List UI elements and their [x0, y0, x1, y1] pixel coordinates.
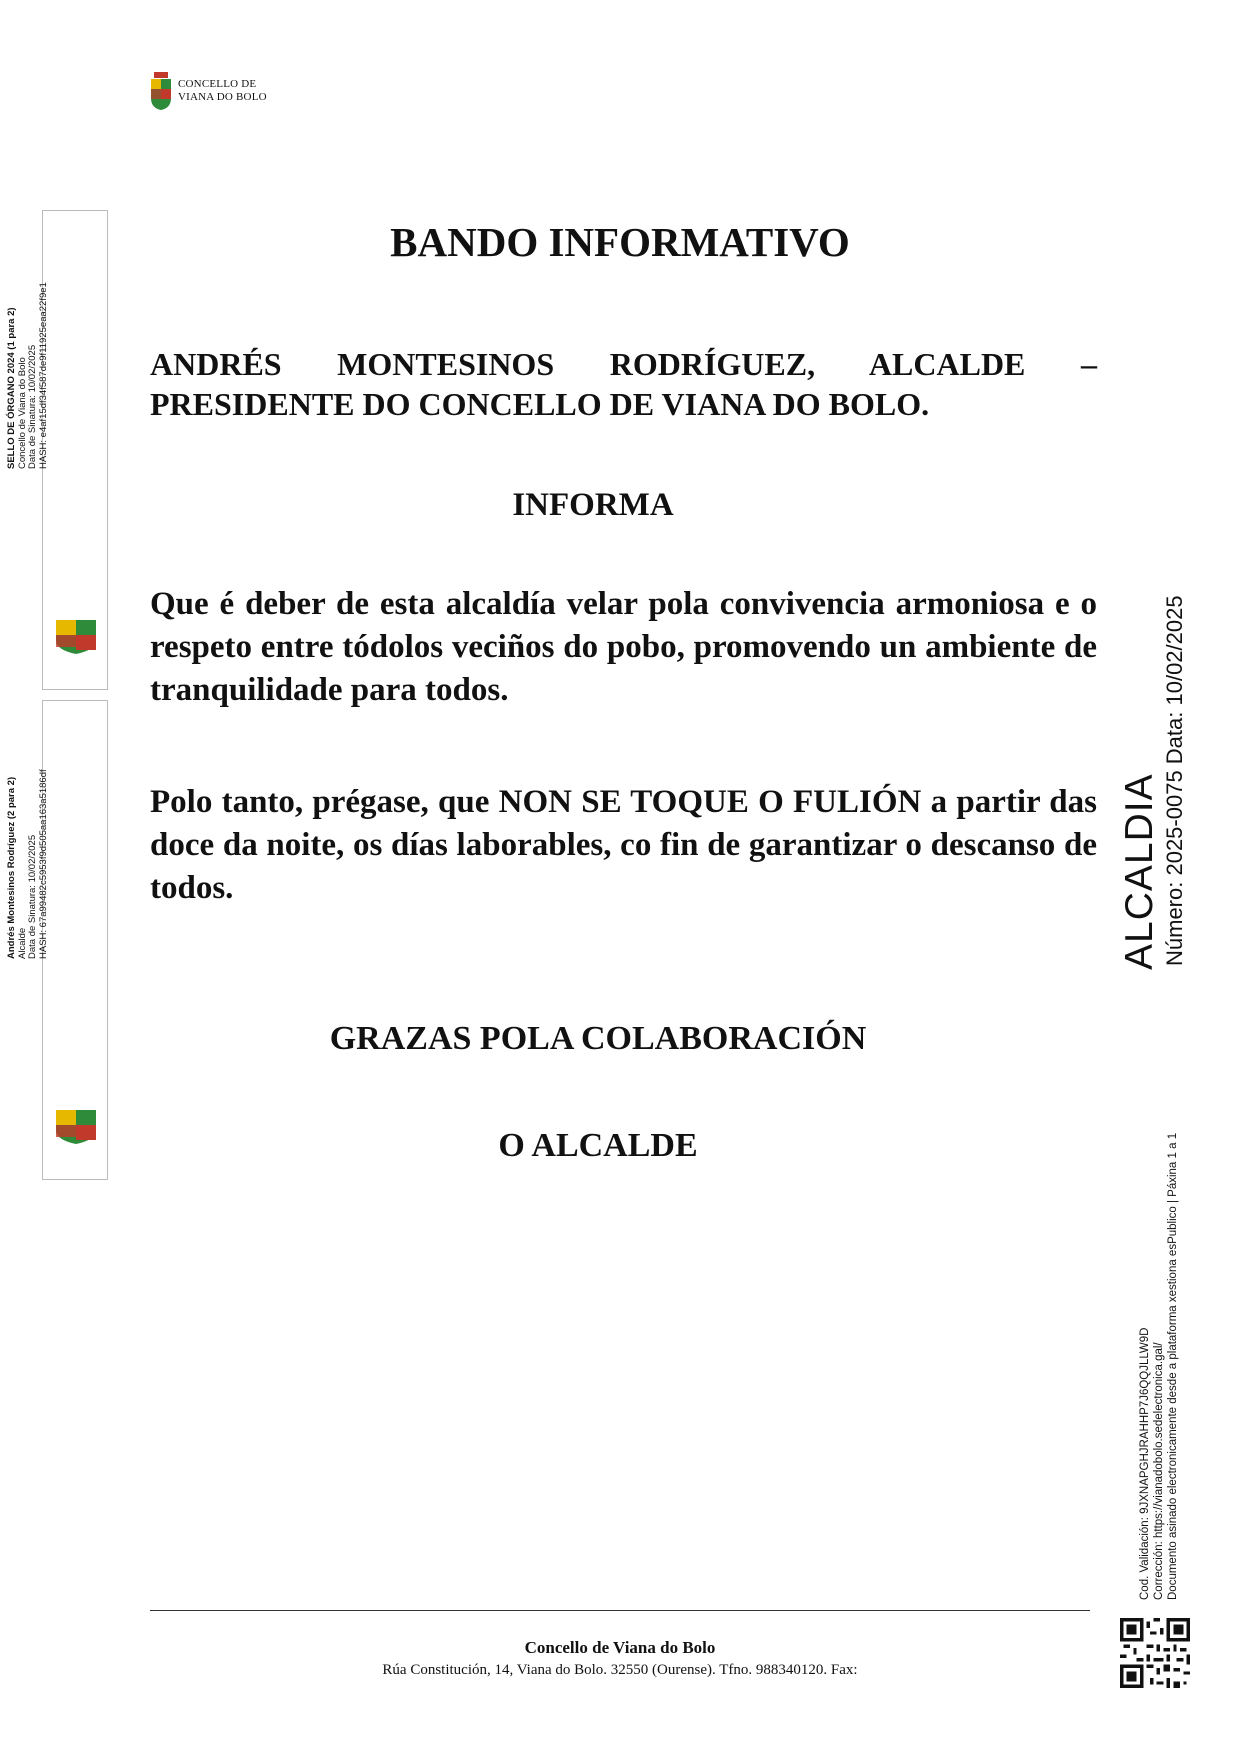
registry-number-date: Número: 2025-0075 Data: 10/02/2025	[1162, 595, 1187, 966]
signature-stamp-organ: SELLO DE ÓRGANO 2024 (1 para 2) Concello de Viana do Bolo Data de Sinatura: 10/02/2025 HASH: e4af15df34f587de9f11925eaa22f9e1	[42, 210, 108, 690]
seal-icon	[53, 616, 99, 654]
paragraph-2: Polo tanto, prégase, que NON SE TOQUE O FULIÓN a partir das doce da noite, os días laborables, co fin de garantizar o descanso de todos.	[150, 784, 1097, 906]
logo-line-1: CONCELLO DE	[178, 78, 257, 90]
issuer-statement: ANDRÉS MONTESINOS RODRÍGUEZ, ALCALDE – PRESIDENTE DO CONCELLO DE VIANA DO BOLO.	[150, 346, 1097, 422]
validation-info	[1138, 1133, 1180, 1600]
footer-council-name: Concello de Viana do Bolo	[524, 1638, 716, 1657]
signature-title: O ALCALDE	[498, 1127, 698, 1164]
paragraph-1: Que é deber de esta alcaldía velar pola convivencia armoniosa e o respeto entre tódolos veciños do pobo, promovendo un ambiente de tranquilidade para todos.	[150, 586, 1097, 708]
council-logo	[150, 72, 267, 110]
footer-divider	[150, 1610, 1090, 1611]
informa-heading: INFORMA	[512, 487, 674, 523]
signature-stamp-mayor: Andrés Montesinos Rodríguez (2 para 2) Alcalde Data de Sinatura: 10/02/2025 HASH: 67a99482c5953f9d505aa163a5186df	[42, 700, 108, 1180]
validation-platform: Documento asinado electronicamente desde a plataforma xestiona esPublico | Páxina 1 a 1	[1167, 1132, 1179, 1600]
registry-office: ALCALDIA	[1118, 773, 1161, 970]
validation-url: Corrección: https://vianadobolo.sedelectronica.gal/	[1153, 1342, 1165, 1600]
document-title: BANDO INFORMATIVO	[390, 219, 850, 265]
closing-thanks: GRAZAS POLA COLABORACIÓN	[329, 1020, 867, 1057]
footer-address: Rúa Constitución, 14, Viana do Bolo. 32550 (Ourense). Tfno. 988340120. Fax:	[382, 1662, 858, 1678]
logo-line-2: VIANA DO BOLO	[178, 91, 267, 103]
coat-of-arms-icon	[150, 72, 172, 110]
validation-code: Cod. Validación: 9JXNAPGHJRAHHP7J6QQJLLW9D	[1139, 1327, 1151, 1600]
